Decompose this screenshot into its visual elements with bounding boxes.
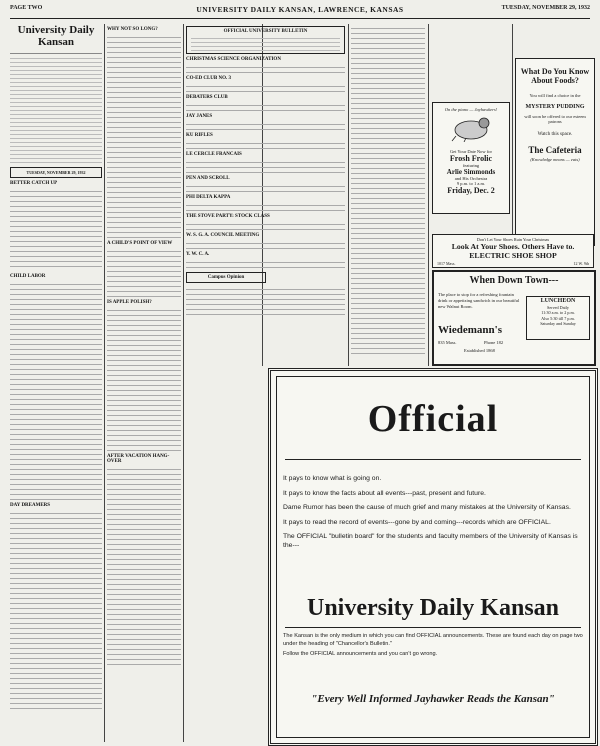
foods-watch: Watch this space. [537, 132, 573, 137]
bulletin-item: JAY JANES [186, 114, 213, 119]
official-paper-name: University Daily Kansan [306, 595, 560, 621]
wiedemanns-ad [432, 270, 596, 366]
official-body-text: The Kansan is the only medium in which you can find OFFICIAL announcements. These are found each day on page two under the heading of "Chancellor's Bulletin." [283, 633, 583, 647]
town-phone: Phone 182 [484, 340, 504, 345]
town-title: When Down Town--- [469, 275, 559, 286]
page-header [10, 4, 590, 19]
news-column [351, 24, 425, 366]
lunch-line-3: Also 5:30 till 7 p.m. [541, 315, 575, 321]
column-rule [104, 24, 105, 742]
issue-date: TUESDAY, NOVEMBER 29, 1932 [501, 5, 590, 11]
campus-opinion-heading: Campus Opinion [186, 272, 266, 283]
editorial-column-2 [107, 24, 181, 742]
town-est: Established 1868 [464, 348, 495, 353]
official-point: The OFFICIAL "bulletin board" for the students and faculty members of the University of Kansas is the--- [283, 533, 578, 549]
editorial-text [107, 33, 181, 238]
dance-line-5: and His Orchestra [454, 176, 488, 181]
paper-title: UNIVERSITY DAILY KANSAN, LAWRENCE, KANSAS [196, 5, 404, 14]
masthead-staff-block [10, 49, 102, 165]
official-point: It pays to know the facts about all events---past, present and future. [283, 489, 486, 497]
lunch-line-1: Served Daily [547, 304, 569, 310]
editorial-heading: DAY DREAMERS [10, 503, 51, 508]
editorial-text [10, 509, 102, 709]
editorial-text [10, 187, 102, 271]
electric-shoe-shop-ad [432, 234, 594, 268]
bulletin-column [186, 24, 345, 366]
bulletin-item: PHI DELTA KAPPA [186, 195, 231, 200]
editorial-column [10, 24, 102, 742]
editorial-heading: AFTER VACATION HANG-OVER [107, 454, 170, 464]
dance-line-1: Get Your Date Now for [449, 149, 493, 154]
luncheon-box [526, 296, 590, 340]
editorial-text [107, 247, 181, 297]
dance-top: On the piano — Jayhawkers! [444, 107, 498, 112]
bulletin-item: DEBATERS CLUB [186, 95, 228, 100]
dance-line-7: Friday, Dec. 2 [447, 186, 495, 195]
bulletin-box [186, 26, 345, 54]
column-rule [512, 24, 513, 266]
official-slogan: "Every Well Informed Jayhawker Reads the Kansan" [311, 693, 555, 705]
column-rule [348, 24, 349, 366]
editorial-heading: BETTER CATCH UP [10, 181, 58, 186]
bulletin-item: CHRISTMAS SCIENCE ORGANIZATION [186, 57, 281, 62]
dance-line-6: 9 p.m. to 1 a.m. [456, 181, 486, 186]
column-rule [183, 24, 184, 742]
foods-pudding: MYSTERY PUDDING [525, 104, 585, 110]
shoe-big: Look At Your Shoes. Others Have to. [451, 242, 575, 251]
town-name: Wiedemann's [438, 324, 502, 336]
official-body [283, 633, 583, 662]
bulletin-title: OFFICIAL UNIVERSITY BULLETIN [223, 29, 308, 34]
editorial-text [107, 465, 181, 665]
foods-patrons: will soon be offered to our esteem patrons [524, 114, 586, 124]
shoe-name: ELECTRIC SHOE SHOP [469, 251, 557, 260]
lunch-title: LUNCHEON [540, 298, 576, 304]
shoe-addr: 1017 Mass. [437, 261, 456, 266]
foods-cafeteria: The Cafeteria [528, 145, 582, 155]
news-text [351, 24, 425, 354]
editorial-text [10, 280, 102, 500]
cafeteria-ad [515, 58, 595, 246]
town-addr: 835 Mass. [438, 340, 457, 345]
official-point: Dame Rumor has been the cause of much grief and many mistakes at the University of Kansas. [283, 504, 571, 511]
shoe-small: Don't Let Your Shoes Ruin Your Christmas [476, 237, 550, 242]
official-kansan-ad [268, 368, 598, 746]
bulletin-item: Y. W. C. A. [186, 252, 210, 257]
frosh-frolic-ad [432, 102, 510, 214]
editorial-text [107, 306, 181, 451]
official-body-text: Follow the OFFICIAL announcements and you can't go wrong. [283, 651, 438, 657]
page-number: PAGE TWO [10, 5, 43, 11]
official-points [283, 475, 583, 556]
bulletin-item: THE STOVE PARTY: STOCK CLASS [186, 214, 270, 219]
bulletin-item: PEN AND SCROLL [186, 176, 230, 181]
official-title: Official [367, 398, 499, 440]
dance-line-3: featuring [462, 163, 480, 168]
masthead-date: TUESDAY, NOVEMBER 29, 1932 [10, 167, 102, 178]
bulletin-item: KU RIFLES [186, 133, 213, 138]
bulletin-item: LE CERCLE FRANCAIS [186, 152, 242, 157]
masthead-title: University Daily Kansan [17, 24, 95, 48]
editorial-heading: WHY NOT SO LONG? [107, 27, 158, 32]
official-point: It pays to know what is going on. [283, 475, 382, 482]
editorial-heading: IS APPLE POLISH? [107, 300, 152, 305]
jayhawk-illustration [446, 114, 496, 142]
divider [285, 459, 581, 460]
lunch-line-4: Saturday and Sunday [540, 321, 576, 326]
editorial-heading: CHILD LABOR [10, 274, 46, 279]
divider [285, 627, 581, 628]
bulletin-item: W. S. G. A. COUNCIL MEETING [186, 233, 260, 238]
lunch-line-2: 11:30 a.m. to 2 p.m. [541, 310, 575, 315]
foods-line: You will find a choice in the [529, 93, 581, 98]
town-body: The place to stop for a refreshing fountain drink or appetizing sandwich in our beautiful new Walnut Room. [438, 292, 520, 309]
dance-line-4: Arlie Simmonds [446, 168, 496, 176]
dance-line-2: Frosh Frolic [449, 154, 493, 163]
editorial-heading: A CHILD'S POINT OF VIEW [107, 241, 173, 246]
bulletin-item: CO-ED CLUB NO. 3 [186, 76, 232, 81]
column-rule [428, 24, 429, 366]
foods-title: What Do You Know About Foods? [520, 67, 590, 85]
official-point: It pays to read the record of events---gone by and coming---records which are OFFICIAL. [283, 518, 551, 526]
foods-sub: (Knowledge means — eats) [530, 157, 580, 162]
shoe-addr-2: 12 W. 9th [573, 261, 589, 266]
